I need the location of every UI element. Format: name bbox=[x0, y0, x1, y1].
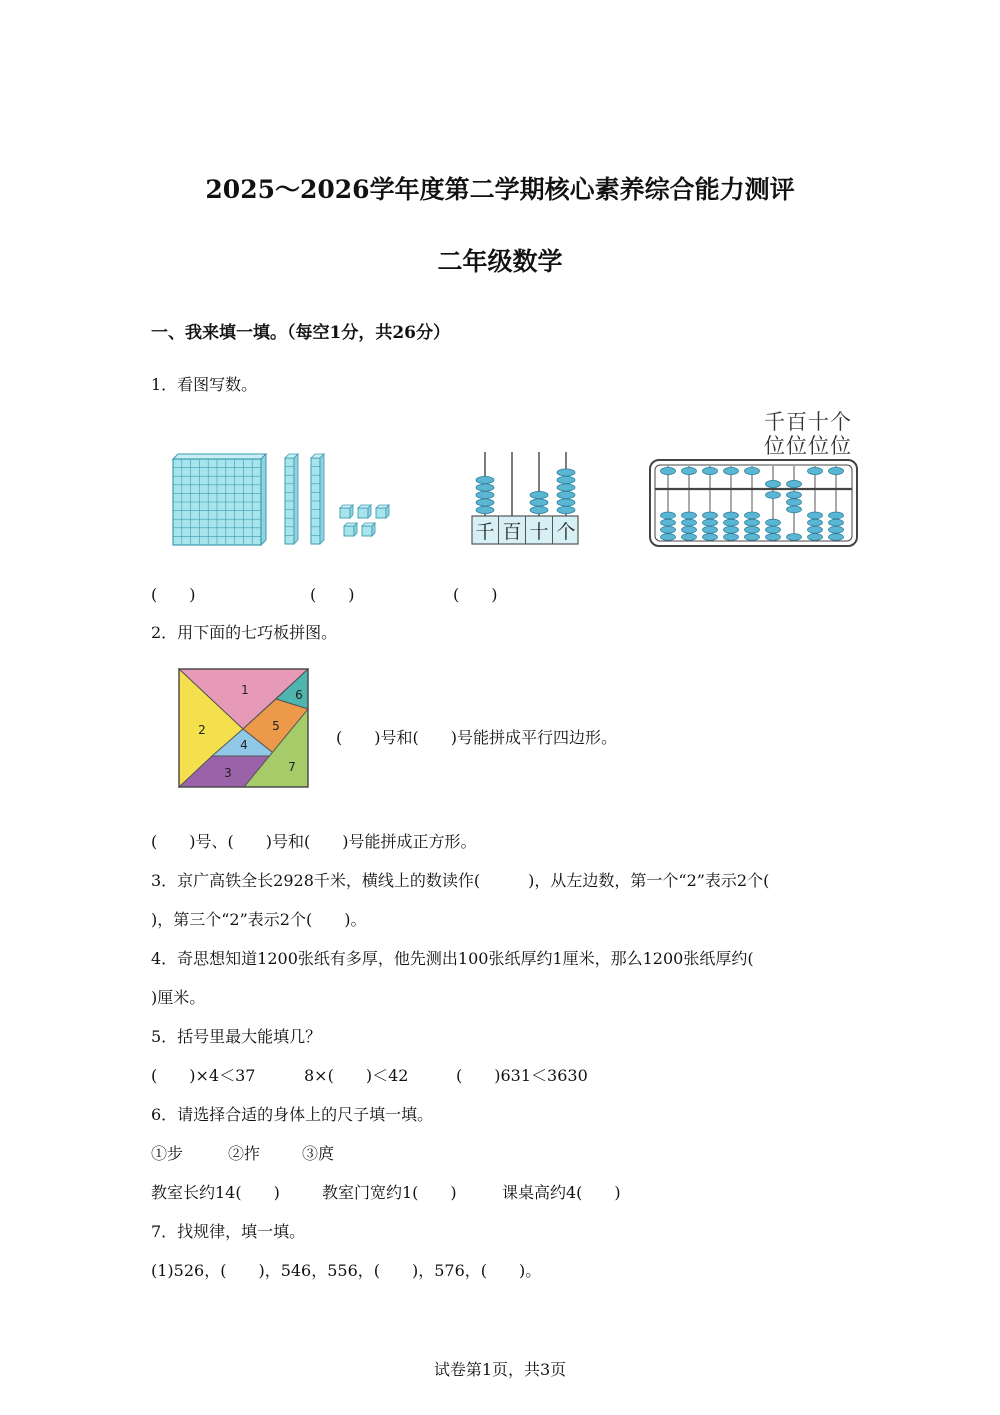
q1-text: 1．看图写数。 bbox=[151, 375, 258, 394]
q3-line-2: )，第三个“2”表示2个( )。 bbox=[151, 910, 367, 929]
counting-frame-figure bbox=[468, 450, 580, 548]
q1-blank-1[interactable]: ( ) bbox=[151, 585, 196, 604]
base-ten-blocks-figure bbox=[168, 452, 400, 550]
q4-line-2: )厘米。 bbox=[151, 988, 206, 1007]
tangram-label-2: 2 bbox=[198, 723, 206, 737]
tangram-label-6: 6 bbox=[295, 688, 303, 702]
tangram-label-4: 4 bbox=[240, 738, 248, 752]
q2-text: 2．用下面的七巧板拼图。 bbox=[151, 623, 338, 642]
counter-label-hundreds: 百 bbox=[502, 521, 522, 543]
q2-line-parallelogram: ( )号和( )号能拼成平行四边形。 bbox=[336, 728, 617, 747]
abacus-label-bottom: 位位位位 bbox=[764, 434, 852, 458]
q5-item-2[interactable]: 8×( )＜42 bbox=[304, 1066, 409, 1085]
thousand-cube bbox=[173, 454, 266, 545]
q4-line-1: 4．奇思想知道1200张纸有多厚，他先测出100张纸厚约1厘米，那么1200张纸厚约( bbox=[151, 949, 754, 968]
q6-item-2[interactable]: 教室门宽约1( ) bbox=[322, 1183, 457, 1202]
q1-blank-3[interactable]: ( ) bbox=[453, 585, 498, 604]
q5-text: 5．括号里最大能填几？ bbox=[151, 1027, 322, 1046]
q6-text: 6．请选择合适的身体上的尺子填一填。 bbox=[151, 1105, 434, 1124]
q3-line-1: 3．京广高铁全长2928千米，横线上的数读作( )，从左边数，第一个“2”表示2个( bbox=[151, 871, 770, 890]
tangram-label-3: 3 bbox=[224, 766, 232, 780]
counter-label-thousands: 千 bbox=[475, 521, 495, 543]
abacus-place-labels bbox=[764, 410, 852, 458]
page-subtitle: 二年级数学 bbox=[437, 247, 563, 276]
unit-cubes bbox=[340, 505, 389, 536]
page-footer: 试卷第1页，共3页 bbox=[433, 1360, 567, 1379]
q6-option-2: ②拃 bbox=[228, 1144, 261, 1163]
q2-line-square: ( )号、( )号和( )号能拼成正方形。 bbox=[151, 832, 477, 851]
counter-label-tens: 十 bbox=[529, 521, 549, 543]
q5-item-1[interactable]: ( )×4＜37 bbox=[151, 1066, 256, 1085]
tangram-label-5: 5 bbox=[272, 719, 280, 733]
ten-rod-2 bbox=[311, 454, 324, 544]
q1-blank-2[interactable]: ( ) bbox=[310, 585, 355, 604]
q6-option-1: ①步 bbox=[151, 1144, 184, 1163]
ten-rod-1 bbox=[285, 454, 298, 544]
counter-label-ones: 个 bbox=[556, 521, 576, 543]
abacus-figure bbox=[648, 458, 860, 550]
abacus-label-top: 千百十个 bbox=[764, 410, 852, 434]
page-title: 2025～2026学年度第二学期核心素养综合能力测评 bbox=[205, 175, 795, 204]
q6-item-1[interactable]: 教室长约14( ) bbox=[151, 1183, 280, 1202]
q5-item-3[interactable]: ( )631＜3630 bbox=[456, 1066, 588, 1085]
section-heading: 一、我来填一填。（每空1分，共26分） bbox=[151, 323, 450, 343]
tangram-figure bbox=[177, 667, 310, 789]
q7-text: 7．找规律，填一填。 bbox=[151, 1222, 306, 1241]
tangram-label-1: 1 bbox=[241, 683, 249, 697]
q7-item-1[interactable]: (1)526，( )，546，556，( )，576，( )。 bbox=[151, 1261, 542, 1280]
q6-option-3: ③庹 bbox=[302, 1144, 335, 1163]
tangram-label-7: 7 bbox=[288, 760, 296, 774]
q6-item-3[interactable]: 课桌高约4( ) bbox=[502, 1183, 621, 1202]
